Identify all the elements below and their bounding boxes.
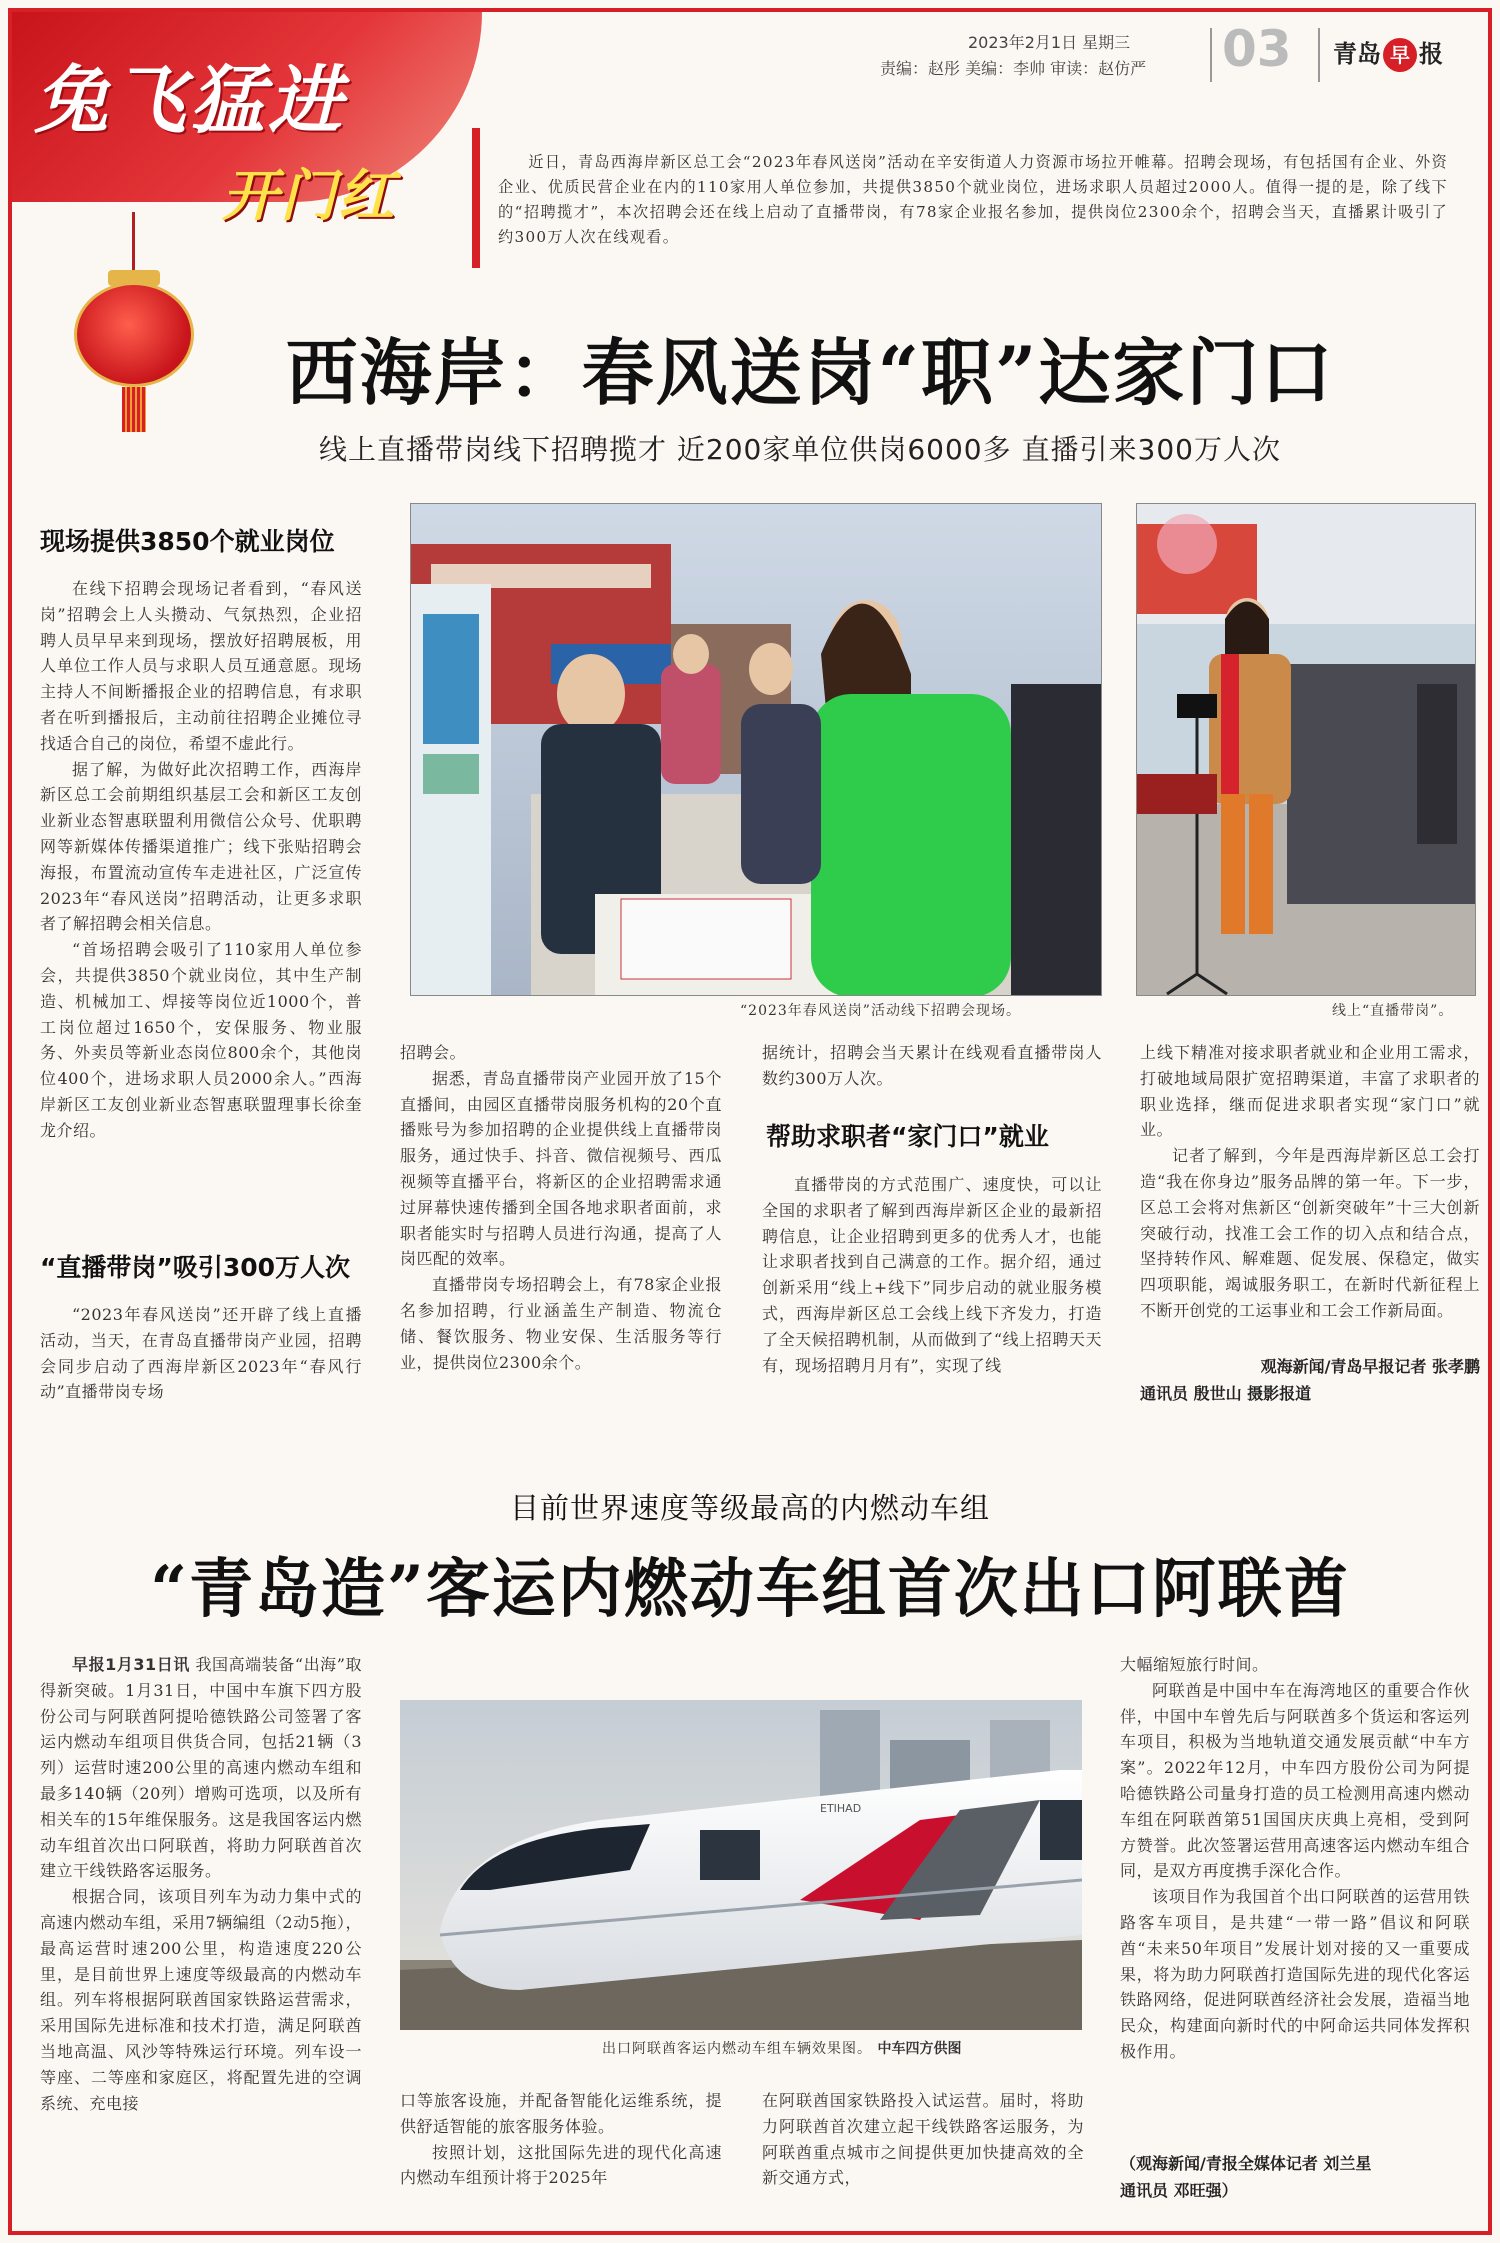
photo2-caption: 线上“直播带岗”。: [1332, 1003, 1454, 1019]
article2-credit: （观海新闻/青报全媒体记者 刘兰星 通讯员 邓旺强）: [1120, 2154, 1372, 2200]
article1-intro: 近日，青岛西海岸新区总工会“2023年春风送岗”活动在辛安街道人力资源市场拉开帷幕。招聘会现场，有包括国有企业、外资企业、优质民营企业在内的110家用人单位参加，共提供3850个就业岗位，进场求职人员超过2000人。值得一提的是，除了线下的“招聘揽才”，本次招聘会还在线上启动了直播带岗，有78家企业报名参加，提供岗位2300余个，招聘会当天，直播累计吸引了约300万人次在线观看。: [498, 153, 1448, 246]
photo-job-fair: [410, 503, 1102, 996]
article2-headline: “青岛造”客运内燃动车组首次出口阿联酋: [150, 1552, 1350, 1627]
article1-col1-cont: “2023年春风送岗”还开辟了线上直播活动，当天，在青岛直播带岗产业园，招聘会同步启动了西海岸新区2023年“春风行动”直播带岗专场: [40, 1305, 362, 1402]
article2-col4: 大幅缩短旅行时间。 阿联酋是中国中车在海湾地区的重要合作伙伴，中国中车曾先后与阿联酋多个货运和客运列车项目，积极为当地轨道交通发展贡献“中车方案”。2022年12月，中车四方股份公司为阿提哈德铁路公司量身打造的员工检测用高速内燃动车组在阿联酋第51国国庆庆典上亮相，受到阿方赞誉。此次签署运营用高速客运内燃动车组合同，是双方再度携手深化合作。 该项目作为我国首个出口阿联酋的运营用铁路客车项目，是共建“一带一路”倡议和阿联酋“未来50年项目”发展计划对接的又一重要成果，将为助力阿联酋打造国际先进的现代化客运铁路网络，促进阿联酋经济社会发展，造福当地民众，构建面向新时代的中阿命运共同体发挥积极作用。: [1120, 1655, 1470, 2061]
article1-headline: 西海岸：春风送岗“职”达家门口: [285, 330, 1335, 415]
article1-col1: 在线下招聘会现场记者看到，“春风送岗”招聘会上人头攒动、气氛热烈，企业招聘人员早早来到现场，摆放好招聘展板，用人单位工作人员与求职人员互通意愿。现场主持人不间断播报企业的招聘信息，有求职者在听到播报后，主动前往招聘企业摊位寻找适合自己的岗位，希望不虚此行。 据了解，为做好此次招聘工作，西海岸新区总工会前期组织基层工会和新区工友创业新业态智惠联盟利用微信公众号、优职聘网等新媒体传播渠道推广；线下张贴招聘会海报，布置流动宣传车走进社区，广泛宣传2023年“春风送岗”招聘活动，让更多求职者了解招聘会相关信息。 “首场招聘会吸引了110家用人单位参会，共提供3850个就业岗位，其中生产制造、机械加工、焊接等岗位近1000个，普工岗位超过1650个，安保服务、物业服务、外卖员等新业态岗位800余个，其他岗位400个，进场求职人员2000余人。”西海岸新区工友创业新业态智惠联盟理事长徐奎龙介绍。: [40, 579, 362, 1140]
dateline: 早报1月31日讯: [72, 1655, 190, 1674]
train-logo: ETIHAD: [820, 1802, 862, 1815]
section-heading-home: 帮助求职者“家门口”就业: [766, 1122, 1049, 1151]
photo1-caption: “2023年春风送岗”活动线下招聘会现场。: [740, 1003, 1021, 1019]
paper-logo: 青岛 早 报: [1333, 34, 1443, 72]
intro-accent-bar: [472, 128, 480, 268]
banner-title: 兔飞猛进: [34, 58, 346, 144]
section-heading-livestream: “直播带岗”吸引300万人次: [40, 1253, 351, 1282]
article2-kicker: 目前世界速度等级最高的内燃动车组: [509, 1491, 990, 1525]
train-photo-caption: 出口阿联酋客运内燃动车组车辆效果图。 中车四方供图: [602, 2041, 962, 2057]
article2-col3: 在阿联酋国家铁路投入试运营。届时，将助力阿联酋首次建立起干线铁路客运服务，为阿联酋重点城市之间提供更加快捷高效的全新交通方式，: [762, 2091, 1084, 2188]
article1-col3: 据统计，招聘会当天累计在线观看直播带岗人数约300万人次。: [762, 1043, 1102, 1088]
section-heading-jobs: 现场提供3850个就业岗位: [40, 527, 335, 556]
photo-train: [400, 1700, 1082, 2030]
article1-col4: 上线下精准对接求职者就业和企业用工需求，打破地域局限扩宽招聘渠道，丰富了求职者的职业选择，继而促进求职者实现“家门口”就业。 记者了解到，今年是西海岸新区总工会打造“我在你身边”服务品牌的第一年。下一步，区总工会将对焦新区“创新突破年”十三大创新突破行动，找准工会工作的切入点和结合点，坚持转作风、解难题、促发展、保稳定，做实四项职能，竭诚服务职工，在新时代新征程上不断开创党的工运事业和工会工作新局面。: [1140, 1043, 1480, 1320]
article1-credit: 观海新闻/青岛早报记者 张孝鹏 通讯员 殷世山 摄影报道: [1140, 1357, 1480, 1403]
banner-subtitle: 开门红: [222, 163, 396, 229]
issue-date: 2023年2月1日 星期三: [968, 33, 1131, 52]
article1-subhead: 线上直播带岗线下招聘揽才 近200家单位供岗6000多 直播引来300万人次: [319, 433, 1281, 466]
photo-livestream: [1136, 503, 1476, 996]
article1-col2: 招聘会。 据悉，青岛直播带岗产业园开放了15个直播间，由园区直播带岗服务机构的20个直播账号为参加招聘的企业提供线上直播带岗服务，通过快手、抖音、微信视频号、西瓜视频等直播平台，将新区的企业招聘需求通过屏幕快速传播到全国各地求职者面前，求职者能实时与招聘人员进行沟通，提高了人岗匹配的效率。 直播带岗专场招聘会上，有78家企业报名参加招聘，行业涵盖生产制造、物流仓储、餐饮服务、物业安保、生活服务等行业，提供岗位2300余个。: [400, 1043, 722, 1372]
article1-col3-cont: 直播带岗的方式范围广、速度快，可以让全国的求职者了解到西海岸新区企业的最新招聘信息，让企业招聘到更多的优秀人才，也能让求职者找到自己满意的工作。据介绍，通过创新采用“线上+线下”同步启动的就业服务模式，西海岸新区总工会线上线下齐发力，打造了全天候招聘机制，从而做到了“线上招聘天天有，现场招聘月月有”，实现了线: [762, 1175, 1102, 1375]
page-number: 03: [1222, 20, 1292, 78]
article2-col2: 口等旅客设施，并配备智能化运维系统，提供舒适智能的旅客服务体验。 按照计划，这批国际先进的现代化高速内燃动车组预计将于2025年: [400, 2091, 722, 2188]
editors-line: 责编：赵彤 美编：李帅 审读：赵仿严: [880, 59, 1147, 78]
article2-col1: 早报1月31日讯 我国高端装备“出海”取得新突破。1月31日，中国中车旗下四方股份公司与阿联酋阿提哈德铁路公司签署了客运内燃动车组项目供货合同，包括21辆（3列）运营时速200公里的高速内燃动车组和最多140辆（20列）增购可选项，以及所有相关车的15年维保服务。这是我国客运内燃动车组首次出口阿联酋，将助力阿联酋首次建立干线铁路客运服务。 根据合同，该项目列车为动力集中式的高速内燃动车组，采用7辆编组（2动5拖），最高运营时速200公里，构造速度220公里，是目前世界上速度等级最高的内燃动车组。列车将根据阿联酋国家铁路运营需求，采用国际先进标准和技术打造，满足阿联酋当地高温、风沙等特殊运行环境。列车设一等座、二等座和家庭区，将配置先进的空调系统、充电接: [40, 1655, 362, 2113]
